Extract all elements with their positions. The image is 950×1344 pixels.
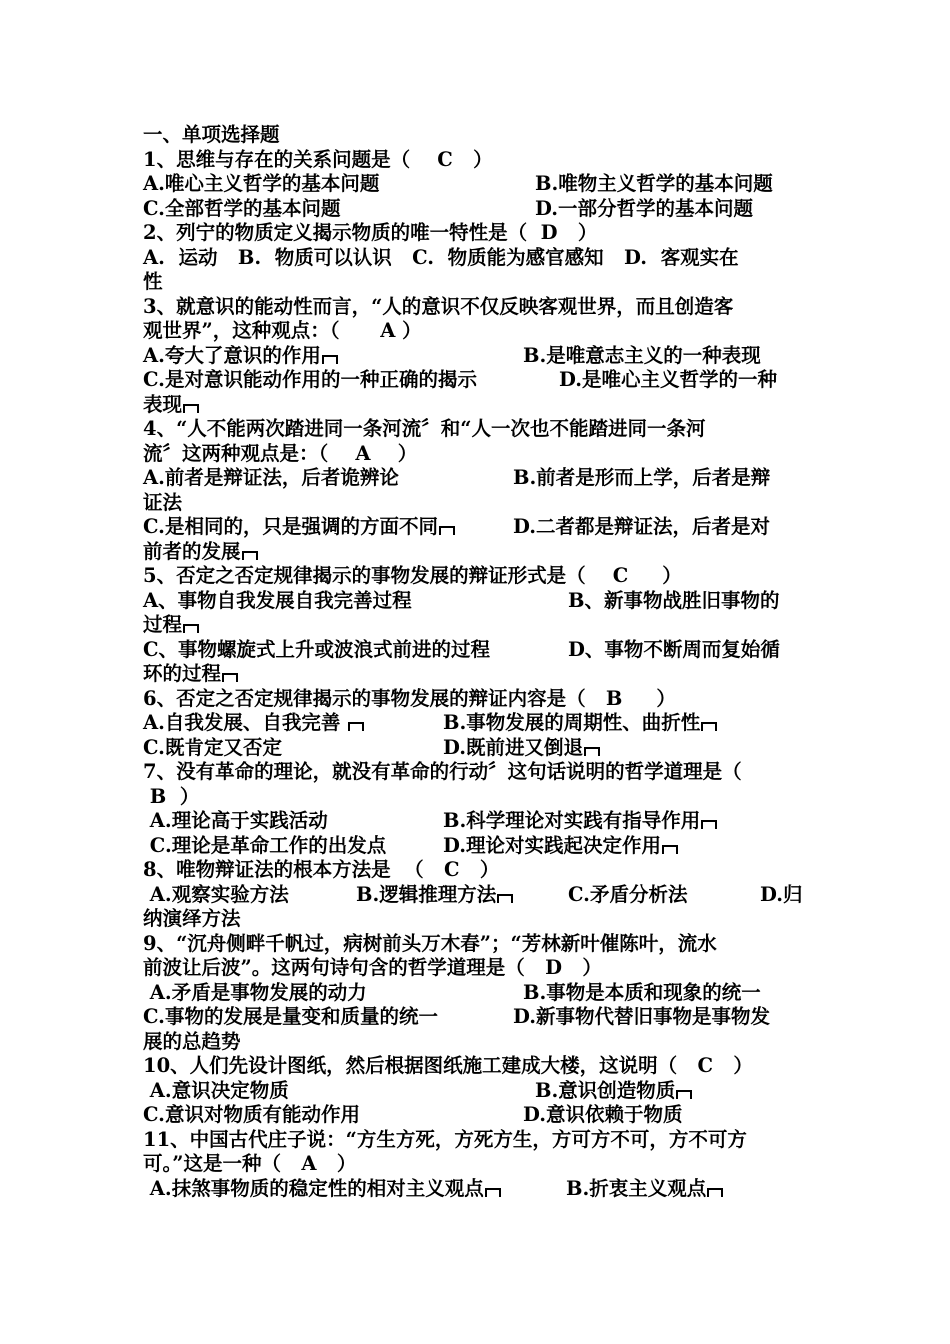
q9-option-d: D.新事物代替旧事物是事物发	[513, 1005, 771, 1028]
question-6-options-ab	[143, 711, 813, 736]
question-6-text: 6、否定之否定规律揭示的事物发展的辩证内容是（ B ）	[143, 686, 676, 710]
q3-option-b: B.是唯意志主义的一种表现	[523, 343, 761, 367]
question-9-options-cont: 展的总趋势	[143, 1029, 241, 1053]
q8-option-a: A.观察实验方法	[143, 882, 289, 906]
return-mark-icon	[662, 845, 678, 854]
q3-option-a	[143, 344, 338, 369]
question-2-options: A. 运动 B. 物质可以认识 C. 物质能为感官感知 D. 客观实在	[143, 245, 739, 269]
q9-option-c: C.事物的发展是量变和质量的统一	[143, 1005, 438, 1028]
question-2-options-cont: 性	[143, 270, 163, 293]
q3-option-c: C.是对意识能动作用的一种正确的揭示	[143, 368, 477, 391]
q6-option-a-text: A.自我发展、自我完善	[143, 711, 341, 734]
question-8-text: 8、唯物辩证法的根本方法是 （ C ）	[143, 858, 500, 881]
q6-option-b-text: B.事物发展的周期性、曲折性	[443, 711, 701, 734]
question-11-text: 11、中国古代庄子说：“方生方死，方死方生，方可方不可，方不可方	[143, 1127, 747, 1151]
return-mark-icon	[322, 355, 338, 364]
question-7-options-cd	[143, 834, 813, 859]
q7-option-c: C.理论是革命工作的出发点	[143, 833, 387, 857]
q11-option-a	[143, 1177, 501, 1202]
q10-option-b-text: B.意识创造物质	[535, 1078, 676, 1102]
q7-option-b-text: B.科学理论对实践有指导作用	[443, 809, 701, 832]
q10-option-a: A.意识决定物质	[143, 1078, 289, 1102]
return-mark-icon	[485, 1188, 501, 1197]
return-mark-icon	[183, 624, 199, 633]
q4-option-b: B.前者是形而上学，后者是辩	[513, 466, 771, 489]
q11-option-a-text: A.抹煞事物质的稳定性的相对主义观点	[143, 1176, 484, 1200]
return-mark-icon	[676, 1090, 692, 1099]
question-2-text: 2、列宁的物质定义揭示物质的唯一特性是（ D ）	[143, 221, 598, 244]
question-5-options-ab-cont	[143, 613, 813, 638]
return-mark-icon	[222, 673, 238, 682]
q10-option-b	[535, 1079, 692, 1104]
question-10-options-ab	[143, 1079, 813, 1104]
question-4-options-cd-cont	[143, 540, 813, 565]
q6-option-d	[443, 736, 600, 761]
q3-option-d: D.是唯心主义哲学的一种	[559, 368, 778, 391]
return-mark-icon	[701, 820, 717, 829]
q3-option-d-cont: 表现	[143, 392, 183, 416]
q4-option-d: D.二者都是辩证法，后者是对	[513, 515, 771, 538]
q1-option-c: C.全部哲学的基本问题	[143, 196, 341, 220]
q7-option-d	[443, 834, 678, 859]
q11-option-b-text: B.折衷主义观点	[566, 1176, 707, 1200]
q6-option-d-text: D.既前进又倒退	[443, 735, 584, 759]
question-3-options-cont	[143, 393, 813, 418]
q5-option-d-cont: 环的过程	[143, 662, 222, 685]
question-11-text-cont: 可。”这是一种（ A ）	[143, 1152, 357, 1175]
question-9-options-cd	[143, 1005, 813, 1030]
q6-option-a	[143, 711, 364, 736]
question-5-options-ab	[143, 589, 813, 614]
q7-option-b	[443, 809, 717, 834]
q4-option-a: A.前者是辩证法，后者诡辨论	[143, 466, 399, 489]
q8-option-b-text: B.逻辑推理方法	[356, 882, 497, 906]
q6-option-c: C.既肯定又否定	[143, 735, 282, 759]
question-9-text: 9、“沉舟侧畔千帆过，病树前头万木春”；“芳林新叶催陈叶，流水	[143, 931, 717, 955]
section-title: 一、单项选择题	[143, 123, 280, 146]
q10-option-d: D.意识依赖于物质	[523, 1103, 683, 1126]
q4-option-d-cont: 前者的发展	[143, 539, 241, 563]
question-4-text-cont: 流〞这两种观点是：（ A ）	[143, 441, 418, 465]
question-4-options-cd	[143, 515, 813, 540]
q1-option-b: B.唯物主义哲学的基本问题	[535, 172, 773, 195]
q4-option-c-text: C.是相同的，只是强调的方面不同	[143, 515, 438, 538]
q4-option-c	[143, 515, 455, 540]
q1-option-a: A.唯心主义哲学的基本问题	[143, 172, 380, 195]
q11-option-b	[566, 1177, 723, 1202]
q10-option-c: C.意识对物质有能动作用	[143, 1103, 360, 1126]
question-5-options-cd	[143, 638, 813, 663]
question-7-text-cont: B ）	[143, 784, 200, 808]
q9-option-a: A.矛盾是事物发展的动力	[143, 980, 367, 1004]
question-3-text-cont: 观世界”，这种观点：（ A ）	[143, 319, 422, 342]
return-mark-icon	[183, 404, 199, 413]
q8-option-c: C.矛盾分析法	[568, 882, 688, 906]
question-5-options-cd-cont	[143, 662, 813, 687]
question-4-options-ab	[143, 466, 813, 491]
return-mark-icon	[707, 1188, 723, 1197]
q5-option-a: A、事物自我发展自我完善过程	[143, 588, 412, 612]
q8-option-d: D.归	[760, 882, 803, 906]
q5-option-b-cont: 过程	[143, 613, 183, 636]
question-1-options-cd	[143, 197, 813, 222]
question-5-text: 5、否定之否定规律揭示的事物发展的辩证形式是（ C ）	[143, 564, 682, 587]
question-1-options-ab	[143, 172, 813, 197]
question-3-options-cd	[143, 368, 813, 393]
q3-option-a-text: A.夸大了意识的作用	[143, 343, 321, 367]
question-9-options-ab	[143, 981, 813, 1006]
q5-option-d: D、事物不断周而复始循	[568, 637, 780, 661]
question-list	[143, 123, 813, 1201]
q7-option-d-text: D.理论对实践起决定作用	[443, 833, 662, 857]
q7-option-a: A.理论高于实践活动	[143, 809, 328, 832]
question-10-options-cd	[143, 1103, 813, 1128]
question-9-text-cont: 前波让后波”。这两句诗句含的哲学道理是（ D ）	[143, 956, 602, 979]
question-10-text: 10、人们先设计图纸，然后根据图纸施工建成大楼，这说明（ C ）	[143, 1054, 753, 1077]
question-7-text: 7、没有革命的理论，就没有革命的行动〞这句话说明的哲学道理是（	[143, 760, 742, 783]
return-mark-icon	[348, 722, 364, 731]
question-8-options-cont: 纳演绎方法	[143, 907, 241, 930]
q6-option-b	[443, 711, 717, 736]
question-4-text: 4、“人不能两次踏进同一条河流〞和“人一次也不能踏进同一条河	[143, 417, 706, 440]
question-3-options-ab	[143, 344, 813, 369]
q5-option-b: B、新事物战胜旧事物的	[568, 588, 780, 612]
question-3-text: 3、就意识的能动性而言，“人的意识不仅反映客观世界，而且创造客	[143, 294, 734, 318]
q8-option-b	[356, 883, 513, 908]
return-mark-icon	[497, 894, 513, 903]
question-11-options-ab	[143, 1177, 813, 1202]
return-mark-icon	[584, 747, 600, 756]
question-7-options-ab	[143, 809, 813, 834]
q9-option-b: B.事物是本质和现象的统一	[523, 980, 761, 1004]
question-8-options	[143, 883, 813, 908]
question-6-options-cd	[143, 736, 813, 761]
return-mark-icon	[701, 722, 717, 731]
question-1-text: 1、思维与存在的关系问题是（ C ）	[143, 147, 493, 171]
question-4-options-ab-cont: 证法	[143, 490, 183, 514]
return-mark-icon	[242, 551, 258, 560]
q1-option-d: D.一部分哲学的基本问题	[535, 196, 754, 220]
return-mark-icon	[439, 526, 455, 535]
q5-option-c: C、事物螺旋式上升或波浪式前进的过程	[143, 637, 491, 661]
